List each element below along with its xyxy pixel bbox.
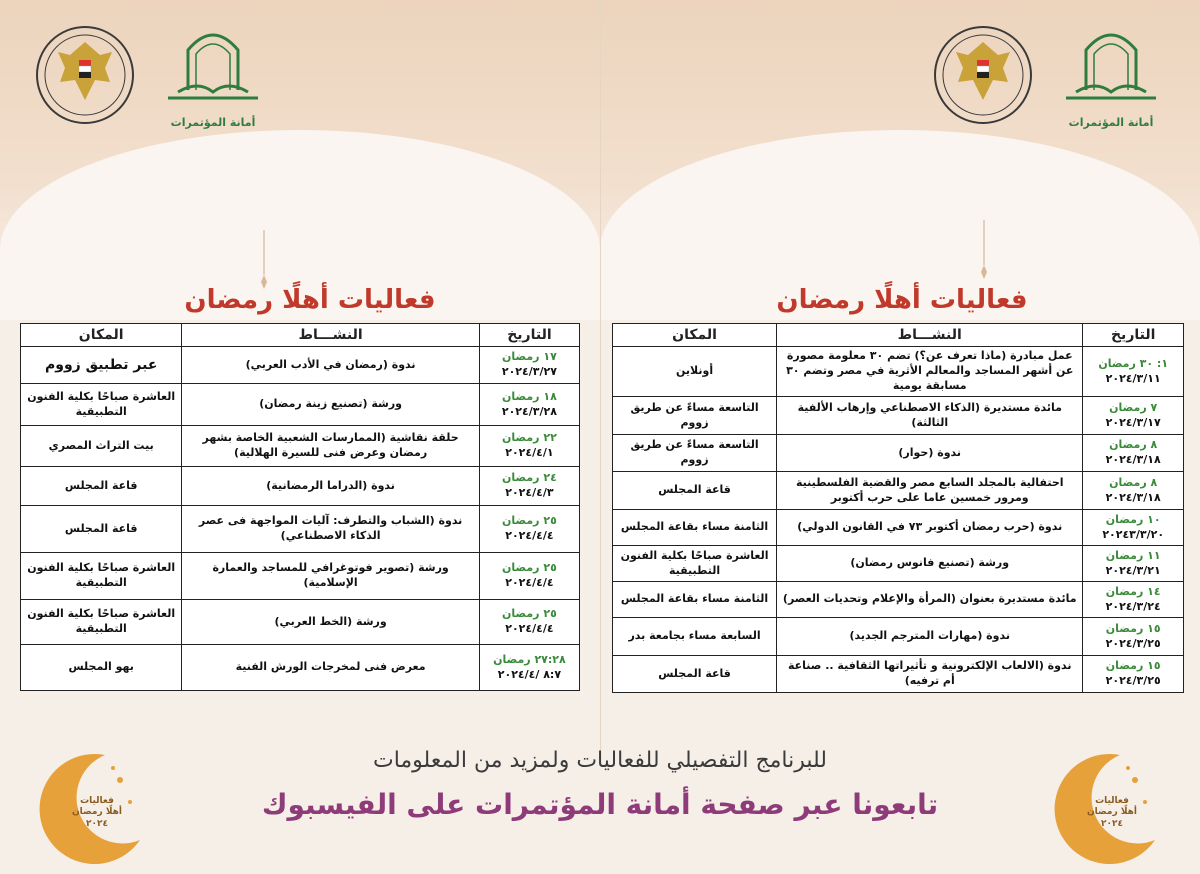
activity-cell: احتفالية بالمجلد السابع مصر والقضية الفلسطينية ومرور خمسين عاما على حرب أكتوبر (777, 472, 1083, 510)
table-header-row (613, 324, 1184, 347)
date-cell (479, 645, 579, 691)
hijri-date: ١: ٣٠ رمضان (1098, 356, 1169, 370)
hijri-date: ٢٧:٢٨ رمضان (493, 652, 566, 666)
footer-follow-text: تابعونا عبر صفحة أمانة المؤتمرات على الفيسبوك (261, 788, 939, 821)
activity-cell: ندوة (حرب رمضان أكتوبر ٧٣ في القانون الدولي) (777, 510, 1083, 546)
header-date: التاريخ (479, 324, 579, 347)
date-cell (1083, 472, 1184, 510)
supreme-council-culture-logo (1056, 20, 1166, 130)
table-row (613, 472, 1184, 510)
lantern-icon (255, 230, 273, 290)
gregorian-date: ٢٠٢٤/٣/٢٥ (1105, 674, 1161, 687)
conferences-dept-label: أمانة المؤتمرات (1068, 116, 1154, 129)
date-cell (479, 426, 579, 467)
date-cell (479, 347, 579, 384)
table-row (21, 553, 580, 600)
table-row (613, 397, 1184, 435)
hijri-date: ١٧ رمضان (502, 350, 557, 364)
place-cell: بيت التراث المصري (21, 426, 182, 467)
table-row (21, 347, 580, 384)
gregorian-date: ٢٠٢٤/٤/٤ (505, 529, 554, 542)
hijri-date: ١٨ رمضان (502, 389, 557, 403)
header-date: التاريخ (1083, 324, 1184, 347)
header-activity: النشـــاط (777, 324, 1083, 347)
place-cell: العاشرة صباحًا بكلية الفنون التطبيقية (21, 553, 182, 600)
events-table (612, 323, 1184, 693)
place-cell: العاشرة صباحًا بكلية الفنون التطبيقية (613, 546, 777, 582)
activity-cell: ندوة (الالعاب الإلكترونية و تأثيراتها الثقافية .. صناعة أم ترفيه) (777, 656, 1083, 693)
activity-cell: مائدة مستديرة بعنوان (المرأة والإعلام وتحديات العصر) (777, 582, 1083, 618)
place-cell: الثامنة مساء بقاعة المجلس (613, 510, 777, 546)
hijri-date: ٨ رمضان (1109, 438, 1158, 452)
table-row (613, 435, 1184, 472)
table-row (21, 426, 580, 467)
table-row (21, 645, 580, 691)
lantern-icon (975, 220, 993, 280)
date-cell (1083, 347, 1184, 397)
logo-group-left (30, 20, 268, 130)
date-cell (479, 384, 579, 426)
gregorian-date: ٢٠٢٤/٤/٤ (505, 622, 554, 635)
hijri-date: ١٥ رمضان (1105, 621, 1161, 635)
place-cell: أونلاين (613, 347, 777, 397)
table-row (21, 384, 580, 426)
hijri-date: ٢٥ رمضان (502, 561, 557, 575)
gregorian-date: ٢٠٢٤/٣/١٨ (1105, 490, 1161, 504)
table-row (21, 506, 580, 553)
hijri-date: ١٤ رمضان (1105, 584, 1161, 598)
table-row (613, 656, 1184, 693)
place-cell: قاعة المجلس (613, 472, 777, 510)
place-cell: العاشرة صباحًا بكلية الفنون التطبيقية (21, 384, 182, 426)
place-cell: عبر تطبيق زووم (21, 347, 182, 384)
table-row (21, 600, 580, 645)
header-place: المكان (21, 324, 182, 347)
events-table (20, 323, 580, 691)
supreme-council-culture-logo (158, 20, 268, 130)
place-cell: قاعة المجلس (21, 506, 182, 553)
gregorian-date: ٢٠٢٤/٣/٢٥ (1105, 636, 1161, 650)
gregorian-date: ٢٠٢٤/٣/١٧ (1105, 415, 1161, 429)
events-panel-left (20, 285, 600, 691)
activity-cell: ندوة (مهارات المترجم الجديد) (777, 618, 1083, 656)
gregorian-date: ٨:٧ /٢٠٢٤/٤ (497, 667, 562, 681)
date-cell (479, 553, 579, 600)
activity-cell: ورشة (تصنيع زينة رمضان) (182, 384, 479, 426)
activity-cell: ندوة (رمضان في الأدب العربي) (182, 347, 479, 384)
activity-cell: ورشة (تصوير فوتوغرافي للمساجد والعمارة الإسلامية) (182, 553, 479, 600)
moon-caption: فعاليات أهلًا رمضان ٢٠٢٤ (72, 796, 122, 829)
date-cell (479, 600, 579, 645)
activity-cell: ندوة (الدراما الرمضانية) (182, 467, 479, 506)
panel-title: فعاليات أهلًا رمضان (776, 285, 1028, 315)
table-row (613, 618, 1184, 656)
header-activity: النشـــاط (182, 324, 479, 347)
activity-cell: ندوة (حوار) (777, 435, 1083, 472)
date-cell (479, 506, 579, 553)
table-row (21, 467, 580, 506)
place-cell: بهو المجلس (21, 645, 182, 691)
date-cell (1083, 397, 1184, 435)
conferences-dept-label: أمانة المؤتمرات (170, 116, 256, 129)
place-cell: قاعة المجلس (613, 656, 777, 693)
date-cell (1083, 435, 1184, 472)
place-cell: التاسعة مساءً عن طريق زووم (613, 435, 777, 472)
gregorian-date: ٢٠٢٤/٣/١٨ (1105, 453, 1161, 466)
activity-cell: عمل مبادرة (ماذا تعرف عن؟) تضم ٣٠ معلومة مصورة عن أشهر المساجد والمعالم الأثرية في مصر وتضم ٣٠ مسابقة يومية (777, 347, 1083, 397)
date-cell (1083, 656, 1184, 693)
activity-cell: مائدة مستديرة (الذكاء الاصطناعي وإرهاب الألفية الثالثة) (777, 397, 1083, 435)
place-cell: الثامنة مساء بقاعة المجلس (613, 582, 777, 618)
activity-cell: ورشة (الخط العربي) (182, 600, 479, 645)
gregorian-date: ٢٠٢٤/٣/١١ (1105, 371, 1161, 385)
ministry-of-culture-logo (928, 20, 1038, 130)
panel-title: فعاليات أهلًا رمضان (184, 285, 436, 315)
gregorian-date: ٢٠٢٤/٤/٣ (505, 486, 554, 499)
gregorian-date: ٢٠٢٤/٣/٢١ (1105, 563, 1161, 577)
footer (0, 740, 1200, 868)
footer-info-text: للبرنامج التفصيلي للفعاليات ولمزيد من المعلومات (372, 748, 828, 773)
date-cell (1083, 510, 1184, 546)
hijri-date: ٢٢ رمضان (502, 431, 557, 445)
center-divider (600, 0, 601, 760)
gregorian-date: ٢٠٢٤/٤/٤ (505, 576, 554, 589)
events-panel-right (612, 285, 1192, 693)
place-cell: السابعة مساء بجامعة بدر (613, 618, 777, 656)
hijri-date: ٨ رمضان (1109, 475, 1158, 489)
logo-group-right (928, 20, 1166, 130)
hijri-date: ١٠ رمضان (1105, 512, 1161, 526)
gregorian-date: ٢٠٢٤/٣/٢٨ (501, 404, 557, 418)
hijri-date: ٢٥ رمضان (502, 607, 557, 621)
date-cell (479, 467, 579, 506)
activity-cell: ورشة (تصنيع فانوس رمضان) (777, 546, 1083, 582)
table-row (613, 510, 1184, 546)
hijri-date: ٧ رمضان (1109, 400, 1158, 414)
table-header-row (21, 324, 580, 347)
activity-cell: حلقة نقاشية (الممارسات الشعبية الخاصة بشهر رمضان وعرض فنى للسيرة الهلالية) (182, 426, 479, 467)
activity-cell: معرض فنى لمخرجات الورش الفنية (182, 645, 479, 691)
place-cell: قاعة المجلس (21, 467, 182, 506)
date-cell (1083, 618, 1184, 656)
place-cell: التاسعة مساءً عن طريق زووم (613, 397, 777, 435)
hijri-date: ٢٥ رمضان (502, 514, 557, 528)
hijri-date: ١٥ رمضان (1105, 659, 1161, 673)
date-cell (1083, 546, 1184, 582)
activity-cell: ندوة (الشباب والتطرف: آليات المواجهة فى عصر الذكاء الاصطناعي) (182, 506, 479, 553)
moon-caption: فعاليات أهلًا رمضان ٢٠٢٤ (1087, 796, 1137, 829)
table-row (613, 582, 1184, 618)
table-row (613, 546, 1184, 582)
date-cell (1083, 582, 1184, 618)
gregorian-date: ٢٠٢٤/٣/٢٧ (501, 365, 557, 378)
gregorian-date: ٢٠٢٤/٤/١ (505, 446, 554, 459)
ministry-of-culture-logo (30, 20, 140, 130)
hijri-date: ٢٤ رمضان (502, 471, 557, 485)
place-cell: العاشرة صباحًا بكلية الفنون التطبيقية (21, 600, 182, 645)
header-place: المكان (613, 324, 777, 347)
gregorian-date: ٢٠٢٤/٣/٢٤ (1105, 599, 1161, 613)
table-row (613, 347, 1184, 397)
hijri-date: ١١ رمضان (1105, 548, 1161, 562)
gregorian-date: ٢٠٢٤٣/٣/٢٠ (1102, 527, 1165, 541)
